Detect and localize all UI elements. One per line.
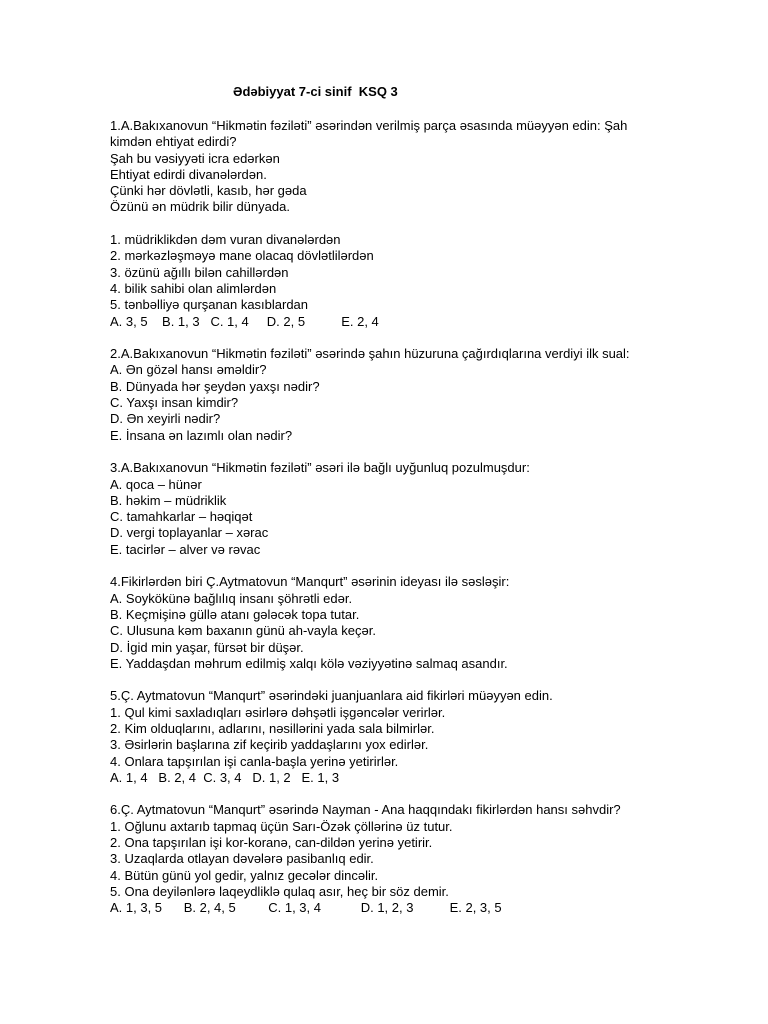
- answer-option: 5. Ona deyilənlərə laqeydliklə qulaq asır, heç bir söz demir.: [110, 883, 449, 899]
- answer-option: E. İnsana ən lazımlı olan nədir?: [110, 427, 293, 443]
- question-5: [110, 688, 670, 786]
- answer-option: C. tamahkarlar – həqiqət: [110, 509, 253, 525]
- answer-option: A. qoca – hünər: [110, 476, 202, 492]
- poem-line: Şah bu vəsiyyəti icra edərkən: [110, 150, 280, 166]
- answer-option: E. Yaddaşdan məhrum edilmiş xalqı kölə vəziyyətinə salmaq asandır.: [110, 655, 508, 671]
- question-prompt: 5.Ç. Aytmatovun “Manqurt” əsərindəki juanjuanlara aid fikirləri müəyyən edin.: [110, 688, 553, 704]
- answer-option: 4. Bütün günü yol gedir, yalnız gecələr dincəlir.: [110, 867, 379, 883]
- question-prompt: 6.Ç. Aytmatovun “Manqurt” əsərində Nayman - Ana haqqındakı fikirlərdən hansı səhvdir?: [110, 802, 621, 818]
- answer-option: 2. mərkəzləşməyə mane olacaq dövlətlilərdən: [110, 248, 374, 264]
- answer-option: B. Keçmişinə güllə atanı gələcək topa tutar.: [110, 606, 360, 622]
- answer-option: C. Yaxşı insan kimdir?: [110, 395, 239, 411]
- answer-option: D. Ən xeyirli nədir?: [110, 411, 221, 427]
- answer-option: B. Dünyada hər şeydən yaxşı nədir?: [110, 378, 320, 394]
- answer-option: D. vergi toplayanlar – xərac: [110, 525, 269, 541]
- answer-option: 3. Uzaqlarda otlayan dəvələrə pasibanlıq edir.: [110, 851, 374, 867]
- question-3: [110, 460, 670, 558]
- answer-option: 3. Əsirlərin başlarına zif keçirib yaddaşlarını yox edirlər.: [110, 737, 429, 753]
- question-prompt: 3.A.Bakıxanovun “Hikmətin fəziləti” əsəri ilə bağlı uyğunluq pozulmuşdur:: [110, 460, 530, 476]
- answer-option: C. Ulusuna kəm baxanın günü ah-vayla keçər.: [110, 623, 376, 639]
- answer-option: 2. Kim olduqlarını, adlarını, nəsillərini yada sala bilmirlər.: [110, 720, 435, 736]
- poem-line: Ehtiyat edirdi divanələrdən.: [110, 166, 267, 182]
- question-prompt: 2.A.Bakıxanovun “Hikmətin fəziləti” əsərində şahın hüzuruna çağırdıqlarına verdiyi ilk sual:: [110, 346, 630, 362]
- question-prompt: 1.A.Bakıxanovun “Hikmətin fəziləti” əsərindən verilmiş parça əsasında müəyyən edin: Şah kimdən ehtiyat edirdi?: [110, 118, 628, 150]
- answer-option: 4. Onlara tapşırılan işi canla-başla yerinə yetirirlər.: [110, 753, 399, 769]
- document-title: Ədəbiyyat 7-ci sinif KSQ 3: [233, 84, 398, 99]
- answer-option: B. həkim – müdriklik: [110, 492, 227, 508]
- question-prompt: 4.Fikirlərdən biri Ç.Aytmatovun “Manqurt” əsərinin ideyası ilə səsləşir:: [110, 574, 510, 590]
- question-1: [110, 118, 670, 330]
- answer-option: A. Ən gözəl hansı əməldir?: [110, 362, 267, 378]
- answer-option: 1. Oğlunu axtarıb tapmaq üçün Sarı-Özək çöllərinə üz tutur.: [110, 818, 453, 834]
- answer-option: 1. müdriklikdən dəm vuran divanələrdən: [110, 232, 341, 248]
- answer-option: 2. Ona tapşırılan işi kor-koranə, can-dildən yerinə yetirir.: [110, 835, 433, 851]
- answer-option: 4. bilik sahibi olan alimlərdən: [110, 280, 277, 296]
- answer-option: 5. tənbəlliyə qurşanan kasıblardan: [110, 297, 309, 313]
- answer-option: A. Soykökünə bağlılıq insanı şöhrətli edər.: [110, 590, 353, 606]
- answer-choices: A. 1, 3, 5 B. 2, 4, 5 C. 1, 3, 4 D. 1, 2, 3 E. 2, 3, 5: [110, 900, 502, 916]
- answer-option: 3. özünü ağıllı bilən cahillərdən: [110, 264, 289, 280]
- question-2: [110, 346, 670, 444]
- answer-option: D. İgid min yaşar, fürsət bir düşər.: [110, 639, 304, 655]
- question-6: [110, 802, 670, 916]
- questions-container: [110, 118, 670, 917]
- poem-line: Özünü ən müdrik bilir dünyada.: [110, 199, 290, 215]
- question-4: [110, 574, 670, 672]
- answer-option: E. tacirlər – alver və rəvac: [110, 541, 261, 557]
- answer-choices: A. 1, 4 B. 2, 4 C. 3, 4 D. 1, 2 E. 1, 3: [110, 769, 340, 785]
- answer-option: 1. Qul kimi saxladıqları əsirlərə dəhşətli işgəncələr verirlər.: [110, 704, 446, 720]
- poem-line: Çünki hər dövlətli, kasıb, hər gəda: [110, 183, 307, 199]
- answer-choices: A. 3, 5 B. 1, 3 C. 1, 4 D. 2, 5 E. 2, 4: [110, 313, 379, 329]
